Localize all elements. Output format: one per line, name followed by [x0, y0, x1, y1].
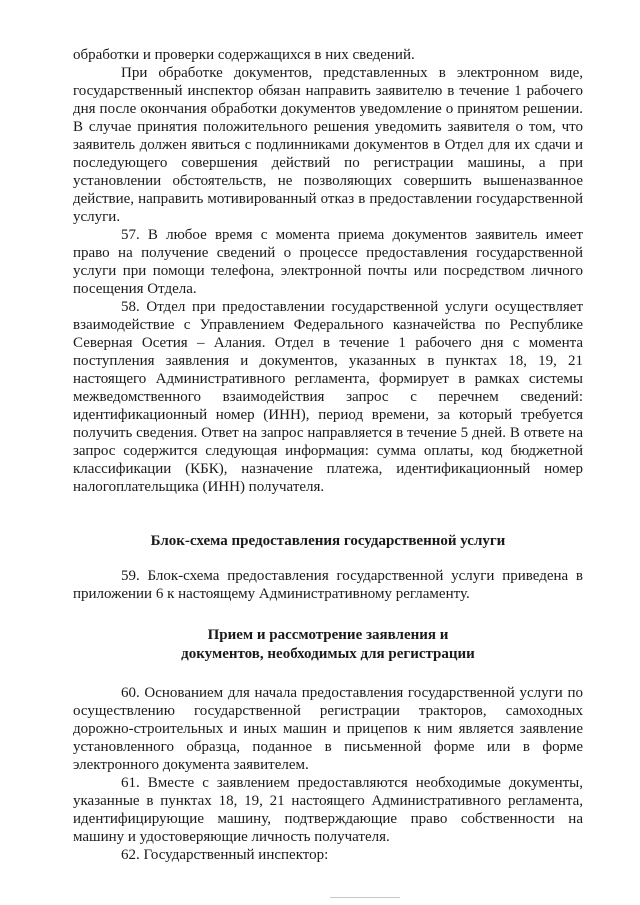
paragraph-electronic-processing: При обработке документов, представленных в электронном виде, государственный инспектор обязан направить заявителю в течение 1 рабочего дня после окончания обработки документов уведомление о принятом решении. В случае принятия положительного решения уведомить заявителя о том, что заявитель должен явиться с подлинниками документов в Отдел для их сдачи и последующего совершения действий по регистрации машины, а при установлении обстоятельств, не позволяющих совершить вышеназванное действие, направить мотивированный отказ в предоставлении государственной услуги.: [73, 65, 583, 225]
paragraph-continuation: обработки и проверки содержащихся в них сведений.: [73, 47, 415, 63]
section-heading-flowchart: Блок-схема предоставления государственной услуги: [150, 533, 506, 549]
spacer: [73, 496, 583, 532]
paragraph-57: 57. В любое время с момента приема документов заявитель имеет право на получение сведений о процессе предоставления государственной услуги при помощи телефона, электронной почты или посредством личного посещения Отдела.: [73, 227, 583, 297]
paragraph-58: 58. Отдел при предоставлении государственной услуги осуществляет взаимодействие с Управлением Федерального казначейства по Республике Северная Осетия – Алания. Отдел в течение 1 рабочего дня с момента поступления заявления и документов, указанных в пунктах 18, 19, 21 настоящего Административного регламента, формирует в рамках системы межведомственного взаимодействия запрос с перечнем сведений: идентификационный номер (ИНН), период времени, за который требуется получить сведения. Ответ на запрос направляется в течение 5 дней. В ответе на запрос содержится следующая информация: сумма оплаты, код бюджетной классификации (КБК), назначение платежа, идентификационный номер налогоплательщика (ИНН) получателя.: [73, 299, 583, 495]
section-heading-reception-line-2: документов, необходимых для регистрации: [181, 646, 475, 662]
paragraph-60: 60. Основанием для начала предоставления государственной услуги по осуществлению государственной регистрации тракторов, самоходных дорожно-строительных и иных машин и прицепов к ним является заявление установленного образца, поданное в письменной форме или в форме электронного документа заявителем.: [73, 685, 583, 773]
spacer: [73, 551, 583, 567]
paragraph-59: 59. Блок-схема предоставления государственной услуги приведена в приложении 6 к настоящему Административному регламенту.: [73, 568, 583, 602]
document-page: [73, 46, 583, 864]
paragraph-61: 61. Вместе с заявлением предоставляются необходимые документы, указанные в пунктах 18, 19, 21 настоящего Административного регламента, идентифицирующие машину, подтверждающие право собственности на машину и удостоверяющие личность получателя.: [73, 775, 583, 845]
section-heading-reception-line-1: Прием и рассмотрение заявления и: [207, 627, 449, 643]
spacer: [73, 603, 583, 626]
section-heading-reception: [73, 626, 583, 664]
paragraph-62: 62. Государственный инспектор:: [121, 847, 329, 863]
scan-artifact: [330, 897, 400, 898]
spacer: [73, 664, 583, 684]
